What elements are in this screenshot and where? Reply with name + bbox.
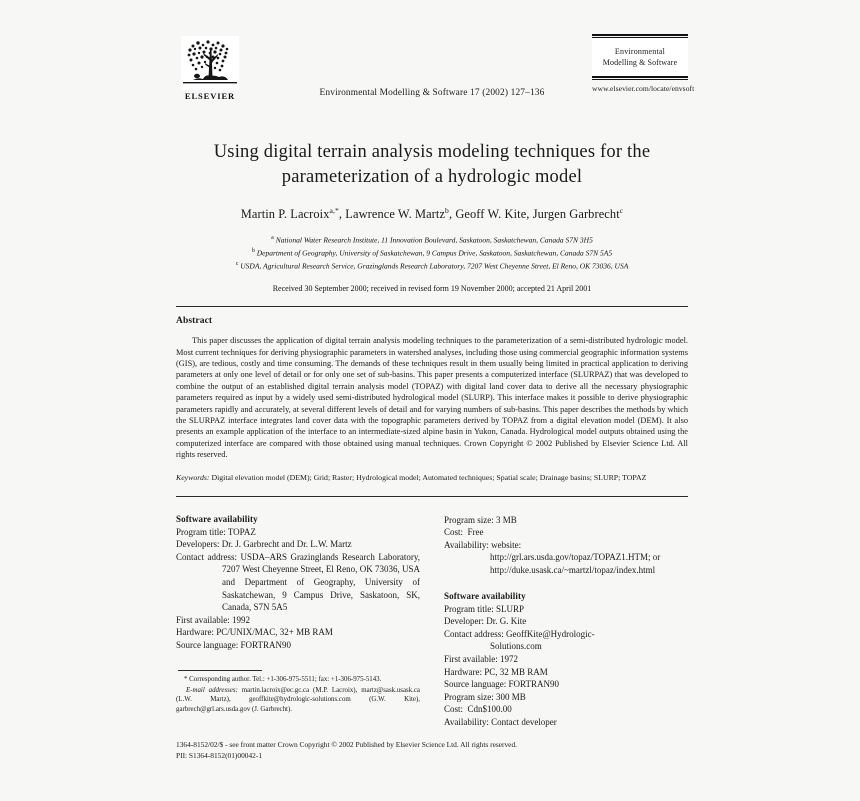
topaz-developers-label: Developers: <box>176 539 220 550</box>
page-content <box>176 32 695 729</box>
slurp-cost-row <box>444 703 688 716</box>
abstract-heading: Abstract <box>176 316 213 327</box>
abstract-text: This paper discusses the application of digital terrain analysis modeling techniques to the parameterization of a semi-distributed hydrologic model. Most current techniques for deriving physiographic parameters in watershed analyses, including those using commercial geographic information systems (GIS), are tedious, costly and time consuming. The demands of these techniques result in them usually being limited in practical application to deriving parameters at only one level of detail or for only one set of sub-basins. This paper presents a computerized interface (SLURPAZ) that was developed to combine the output of an established digital terrain analysis model (TOPAZ) with digital land cover data to derive all the necessary physiographic parameters required as input by a widely used semi-distributed hydrological model (SLURP). This interface makes it possible to derive physiographic parameters rapidly and accurately, at several different levels of detail and for varying numbers of sub-basins. This paper describes the methods by which the SLURPAZ interface integrates land cover data with the topographic parameters derived by TOPAZ from a digital elevation model (DEM). It also presents an example application of the interface to an intermediate-sized alpine basin in Yukon, Canada. Hydrological model outputs obtained using the computerized interface are compared with those obtained using manual techniques. Crown Copyright © 2002 Published by Elsevier Science Ltd. All rights reserved. <box>176 336 688 460</box>
topaz-program-size-value: 3 MB <box>496 514 517 525</box>
topaz-availability-label: Availability: <box>444 539 489 550</box>
author-3: Geoff W. Kite <box>455 207 527 222</box>
slurp-hardware-row <box>444 666 688 679</box>
topaz-program-size-row <box>444 514 688 527</box>
slurp-program-title-label: Program title: <box>444 603 494 614</box>
author-2-marks: b <box>445 206 449 215</box>
author-4: Jurgen Garbrecht <box>532 207 620 222</box>
topaz-contact-label: Contact address: <box>176 551 237 562</box>
email-addresses-label: E-mail addresses: <box>186 686 238 694</box>
journal-masthead <box>592 34 695 94</box>
affiliation-c-mark: c <box>235 261 239 268</box>
slurp-contact-row <box>444 628 688 641</box>
slurp-program-size-label: Program size: <box>444 691 494 702</box>
keywords-label: Keywords: <box>176 472 210 482</box>
slurp-first-available-value: 1972 <box>500 653 518 664</box>
slurp-first-available-label: First available: <box>444 653 498 664</box>
slurp-availability-label: Availability: <box>444 716 489 727</box>
masthead-title <box>592 38 688 76</box>
affiliation-a <box>176 233 688 246</box>
email-addresses-note <box>176 686 420 714</box>
slurp-program-title-row <box>444 603 688 616</box>
topaz-cost-value: Free <box>467 527 484 538</box>
software-availability-section <box>176 514 688 729</box>
topaz-cost-row <box>444 526 688 539</box>
slurp-contact-continued: Solutions.com <box>490 641 542 652</box>
topaz-contact-row <box>176 551 420 614</box>
topaz-first-available-value: 1992 <box>232 614 250 625</box>
topaz-program-title-row <box>176 526 420 539</box>
issn-copyright-line: 1364-8152/02/$ - see front matter Crown Copyright © 2002 Published by Elsevier Science Ltd. All rights reserved. <box>176 740 518 749</box>
keywords <box>176 472 688 483</box>
author-list: Martin P. Lacroix$^{a,*}$, Lawrence W. Martz$^b$, Geoff W. Kite, Jurgen Garbrecht$^c$ <box>240 206 624 222</box>
page-footer <box>176 740 688 761</box>
slurp-availability-heading: Software availability <box>444 590 526 601</box>
author-1-marks: a,* <box>329 206 339 215</box>
masthead-rule-bottom2 <box>592 79 688 80</box>
corresponding-author-note: * Corresponding author. Tel.: +1-306-975-5511; fax: +1-306-975-5143. <box>184 675 382 683</box>
affiliation-b <box>176 246 688 259</box>
slurp-program-title-value: SLURP <box>496 603 525 614</box>
topaz-program-title-value: TOPAZ <box>227 526 256 537</box>
elsevier-tree-icon <box>181 36 239 90</box>
topaz-hardware-label: Hardware: <box>176 627 214 638</box>
topaz-availability-value: website: <box>491 539 522 550</box>
slurp-program-size-row <box>444 691 688 704</box>
topaz-developers-row <box>176 538 420 551</box>
slurp-source-language-row <box>444 678 688 691</box>
affiliation-a-text: National Water Research Institute, 11 Innovation Boulevard, Saskatoon, Saskatchewan, Canada S7N 3H5 <box>275 235 593 245</box>
slurp-cost-label: Cost: <box>444 704 464 715</box>
slurp-cost-value: Cdn$100.00 <box>467 704 512 715</box>
journal-reference: Environmental Modelling & Software 17 (2002) 127–136 <box>319 88 545 98</box>
masthead-line-2: Modelling & Software <box>602 57 678 67</box>
topaz-program-size-label: Program size: <box>444 514 494 525</box>
topaz-url-1[interactable]: http://grl.ars.usda.gov/topaz/TOPAZ1.HTM; or <box>490 552 661 563</box>
slurp-developer-row <box>444 615 688 628</box>
email-addresses-value: martin.lacroix@ec.gc.ca (M.P. Lacroix), martz@sask.usask.ca (L.W. Martz), geoffkite@hydrologic-solutions.com (G.W. Kite), garbrech@grl.ars.usda.gov (J. Garbrecht). <box>176 686 420 713</box>
software-column-left <box>176 514 420 729</box>
affiliation-b-text: Department of Geography, University of Saskatchewan, 9 Campus Drive, Saskatoon, Saskatchewan, Canada S7N 5A5 <box>256 248 613 258</box>
topaz-availability-heading: Software availability <box>176 513 258 524</box>
slurp-availability-block <box>444 591 688 729</box>
slurp-contact-value: GeoffKite@Hydrologic- <box>506 628 595 639</box>
topaz-contact-value: USDA–ARS Grazinglands Research Laboratory, 7207 West Cheyenne Street, El Reno, OK 73036, USA and Department of Geography, University of Saskatchewan, 9 Campus Drive, Saskatoon, SK, Canada, S7N 5A5 <box>222 551 421 613</box>
topaz-first-available-row <box>176 614 420 627</box>
slurp-contact-label: Contact address: <box>444 628 504 639</box>
pii-line: PII: S1364-8152(01)00042-1 <box>176 750 263 760</box>
page-title: Using digital terrain analysis modeling techniques for the parameterization of a hydrologic model <box>213 142 651 187</box>
masthead-rule-bottom <box>592 76 688 78</box>
keywords-text: Digital elevation model (DEM); Grid; Raster; Hydrological model; Automated techniques; Spatial scale; Drainage basins; SLURP; TOPAZ <box>211 472 647 482</box>
slurp-program-size-value: 300 MB <box>496 691 526 702</box>
slurp-hardware-value: PC, 32 MB RAM <box>484 666 548 677</box>
received-dates: Received 30 September 2000; received in revised form 19 November 2000; accepted 21 April 2001 <box>272 284 592 294</box>
slurp-availability-row <box>444 716 688 729</box>
masthead-rule-top <box>592 34 688 36</box>
slurp-developer-value: Dr. G. Kite <box>486 616 527 627</box>
author-2: Lawrence W. Martz <box>345 207 446 222</box>
slurp-source-language-value: FORTRAN90 <box>508 679 559 690</box>
topaz-availability-row <box>444 539 688 552</box>
slurp-source-language-label: Source language: <box>444 679 507 690</box>
topaz-program-title-label: Program title: <box>176 526 226 537</box>
slurp-availability-value: Contact developer <box>491 716 557 727</box>
affiliation-a-mark: a <box>271 235 274 242</box>
author-1: Martin P. Lacroix <box>240 207 330 222</box>
topaz-hardware-row <box>176 626 420 639</box>
topaz-cost-label: Cost: <box>444 527 464 538</box>
abstract-rule-top <box>176 306 688 307</box>
author-4-marks: c <box>619 206 624 215</box>
affiliation-c <box>176 259 688 272</box>
affiliation-c-text: USDA, Agricultural Research Service, Grazinglands Research Laboratory, 7207 West Cheyenne Street, El Reno, OK 73036, USA <box>240 261 629 271</box>
software-column-right <box>444 514 688 729</box>
topaz-hardware-value: PC/UNIX/MAC, 32+ MB RAM <box>216 627 333 638</box>
affiliations <box>176 233 688 272</box>
affiliation-b-mark: b <box>251 248 255 255</box>
footnote-rule <box>178 670 262 671</box>
slurp-developer-label: Developer: <box>444 616 484 627</box>
page-header <box>176 32 695 114</box>
topaz-source-language-label: Source language: <box>176 639 239 650</box>
topaz-url-2[interactable]: http://duke.usask.ca/~martzl/topaz/index.html <box>490 564 656 575</box>
topaz-source-language-value: FORTRAN90 <box>240 639 291 650</box>
slurp-first-available-row <box>444 653 688 666</box>
elsevier-wordmark: ELSEVIER <box>184 91 236 101</box>
footnote-block <box>176 675 420 715</box>
journal-website-url: www.elsevier.com/locate/envsoft <box>592 84 695 94</box>
slurp-hardware-label: Hardware: <box>444 666 482 677</box>
topaz-source-language-row <box>176 639 420 652</box>
keywords-rule-bottom <box>176 496 688 497</box>
masthead-line-1: Environmental <box>614 47 666 57</box>
topaz-first-available-label: First available: <box>176 614 230 625</box>
topaz-developers-value: Dr. J. Garbrecht and Dr. L.W. Martz <box>221 539 352 550</box>
footnote-zone <box>176 670 420 715</box>
